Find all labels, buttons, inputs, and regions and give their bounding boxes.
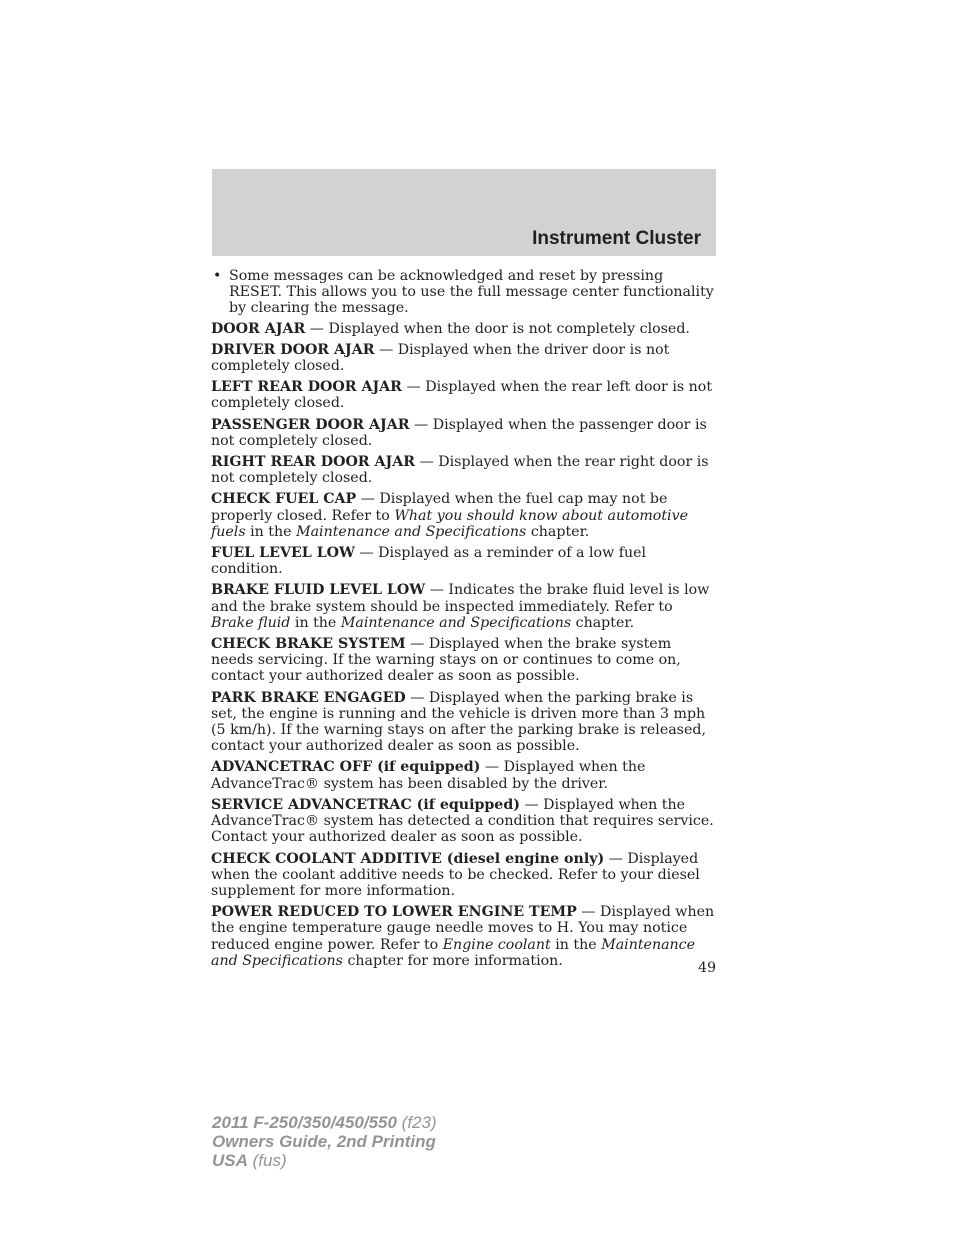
entry-desc: chapter for more information. bbox=[342, 952, 563, 969]
entry-desc: — Displayed when the passenger door is not completely closed. bbox=[211, 416, 707, 449]
entry-desc: — Displayed when the rear left door is not completely closed. bbox=[211, 379, 713, 412]
chapter-header-band bbox=[212, 169, 716, 256]
footer-model: 2011 F-250/350/450/550 bbox=[212, 1113, 397, 1132]
entry-door-ajar bbox=[211, 321, 717, 337]
bullet-symbol: • bbox=[213, 268, 222, 284]
entry-term: FUEL LEVEL LOW bbox=[211, 545, 355, 562]
page-number: 49 bbox=[698, 960, 716, 976]
entry-term: ADVANCETRAC OFF (if equipped) bbox=[211, 759, 481, 776]
entry-term: CHECK COOLANT ADDITIVE (diesel engine only) bbox=[211, 850, 605, 867]
entry-reference: Maintenance and Specifications bbox=[211, 936, 696, 969]
entry-park-brake-engaged bbox=[211, 690, 717, 755]
entry-check-coolant-additive bbox=[211, 851, 717, 900]
entry-term: SERVICE ADVANCETRAC (if equipped) bbox=[211, 796, 520, 813]
entry-desc: in the bbox=[245, 523, 297, 540]
footer-line-market bbox=[212, 1151, 437, 1170]
entry-passenger-door-ajar bbox=[211, 417, 717, 449]
entry-desc: — Displayed when the driver door is not completely closed. bbox=[211, 341, 670, 375]
entry-desc: — Indicates the brake fluid level is low and the brake system should be inspected immediately. Refer to bbox=[211, 582, 710, 615]
entry-term: PARK BRAKE ENGAGED bbox=[211, 689, 406, 706]
entry-desc: chapter. bbox=[571, 614, 635, 631]
entry-desc: — Displayed as a reminder of a low fuel condition. bbox=[211, 545, 647, 578]
entry-desc: in the bbox=[290, 614, 341, 631]
entry-desc: — Displayed when the engine temperature gauge needle moves to H. You may notice reduced engine power. Refer to bbox=[211, 904, 715, 953]
footer-line-model bbox=[212, 1113, 437, 1132]
footer-market-code: (fus) bbox=[247, 1151, 287, 1170]
entry-desc: — Displayed when the parking brake is set, the engine is running and the vehicle is driven more than 3 mph (5 km/h). If the warning stays on after the parking brake is released, contact your authorized dealer as soon as possible. bbox=[211, 689, 706, 755]
entry-desc: — Displayed when the door is not completely closed. bbox=[305, 320, 690, 337]
entry-term: RIGHT REAR DOOR AJAR bbox=[211, 454, 416, 471]
entry-term: LEFT REAR DOOR AJAR bbox=[211, 379, 402, 396]
footer-line-guide: Owners Guide, 2nd Printing bbox=[212, 1132, 436, 1151]
entry-check-fuel-cap bbox=[211, 491, 717, 540]
entry-desc: — Displayed when the brake system needs servicing. If the warning stays on or continues to come on, contact your authorized dealer as soon as possible. bbox=[211, 636, 681, 685]
entry-desc: — Displayed when the coolant additive needs to be checked. Refer to your diesel supplement for more information. bbox=[211, 850, 700, 899]
entry-term: DRIVER DOOR AJAR bbox=[211, 341, 375, 358]
entry-reference: Maintenance and Specifications bbox=[340, 614, 572, 631]
entry-left-rear-door-ajar bbox=[211, 379, 717, 411]
bullet-item bbox=[211, 268, 717, 317]
entry-reference: Brake fluid bbox=[211, 614, 291, 631]
entry-reference: What you should know about automotive fuels bbox=[211, 507, 688, 540]
entry-desc: chapter. bbox=[526, 523, 590, 540]
entry-desc: — Displayed when the AdvanceTrac® system has been disabled by the driver. bbox=[211, 759, 646, 792]
entry-right-rear-door-ajar bbox=[211, 454, 717, 486]
footer-market: USA bbox=[212, 1151, 248, 1170]
entry-reference: Maintenance and Specifications bbox=[296, 523, 527, 540]
page-content bbox=[211, 268, 717, 974]
entry-power-reduced bbox=[211, 904, 717, 969]
entry-desc: — Displayed when the fuel cap may not be properly closed. Refer to bbox=[211, 491, 668, 524]
entry-desc: in the bbox=[550, 936, 602, 953]
entry-reference: Engine coolant bbox=[442, 936, 551, 953]
entry-term: BRAKE FLUID LEVEL LOW bbox=[211, 582, 426, 599]
entry-term: PASSENGER DOOR AJAR bbox=[211, 416, 410, 433]
entry-service-advancetrac bbox=[211, 797, 717, 846]
entry-term: CHECK BRAKE SYSTEM bbox=[211, 636, 406, 653]
entry-term: CHECK FUEL CAP bbox=[211, 491, 357, 508]
entry-advancetrac-off bbox=[211, 759, 717, 791]
entry-desc: — Displayed when the AdvanceTrac® system has detected a condition that requires service. Contact your authorized dealer as soon as possible. bbox=[211, 796, 714, 846]
entry-fuel-level-low bbox=[211, 545, 717, 577]
chapter-title: Instrument Cluster bbox=[532, 228, 701, 249]
entry-term: DOOR AJAR bbox=[211, 320, 306, 337]
entry-term: POWER REDUCED TO LOWER ENGINE TEMP bbox=[211, 904, 577, 921]
footer-model-code: (f23) bbox=[396, 1113, 437, 1132]
footer-imprint bbox=[212, 1113, 437, 1170]
entry-brake-fluid-level-low bbox=[211, 582, 717, 631]
entry-driver-door-ajar bbox=[211, 342, 717, 374]
entry-desc: — Displayed when the rear right door is not completely closed. bbox=[211, 454, 709, 487]
bullet-text: Some messages can be acknowledged and reset by pressing RESET. This allows you to use the full message center functionality by clearing the message. bbox=[229, 268, 714, 317]
entry-check-brake-system bbox=[211, 636, 717, 685]
